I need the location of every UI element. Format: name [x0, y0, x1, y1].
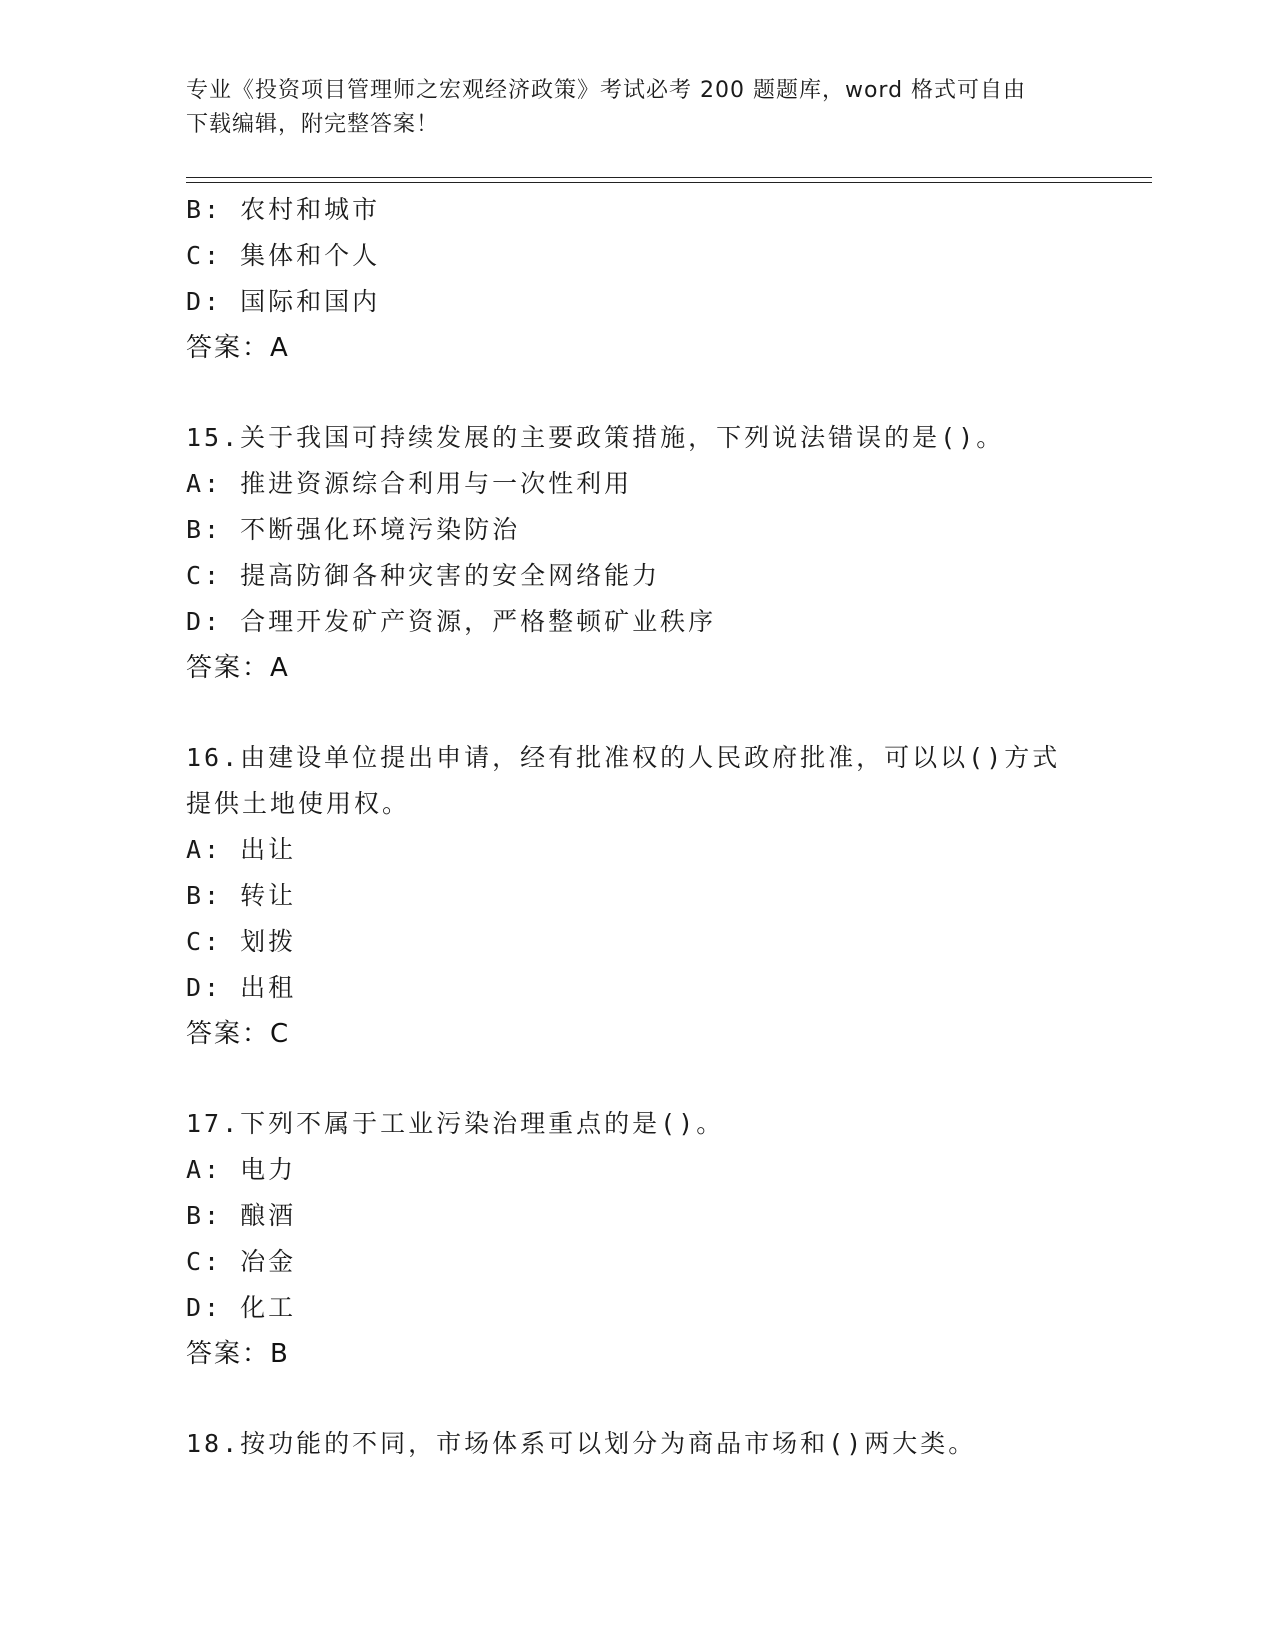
header-line-2: 下载编辑，附完整答案！ [186, 112, 440, 137]
question-18 [186, 1421, 1086, 1467]
option-b: B: 农村和城市 [186, 195, 381, 224]
question-stem: 15.关于我国可持续发展的主要政策措施，下列说法错误的是()。 [186, 423, 1005, 452]
option-a: A: 出让 [186, 835, 297, 864]
option-b: B: 酿酒 [186, 1201, 297, 1230]
answer: 答案：A [186, 653, 290, 683]
question-stem: 17.下列不属于工业污染治理重点的是()。 [186, 1109, 725, 1138]
option-c: C: 冶金 [186, 1247, 297, 1276]
option-c: C: 提高防御各种灾害的安全网络能力 [186, 561, 661, 590]
header-rule-bottom [186, 182, 1152, 183]
question-stem-line-2: 提供土地使用权。 [186, 789, 411, 818]
question-stem-line-1: 16.由建设单位提出申请，经有批准权的人民政府批准，可以以()方式 [186, 743, 1061, 772]
question-17 [186, 1101, 1086, 1377]
question-14-continued [186, 187, 1086, 371]
option-a: A: 推进资源综合利用与一次性利用 [186, 469, 633, 498]
document-header [186, 74, 1086, 142]
header-line-1: 专业《投资项目管理师之宏观经济政策》考试必考 200 题题库，word 格式可自由 [186, 78, 1027, 103]
option-b: B: 转让 [186, 881, 297, 910]
option-a: A: 电力 [186, 1155, 297, 1184]
answer: 答案：C [186, 1019, 291, 1049]
option-d: D: 化工 [186, 1293, 297, 1322]
question-16 [186, 735, 1086, 1057]
question-15 [186, 415, 1086, 691]
answer: 答案：B [186, 1339, 290, 1369]
option-c: C: 集体和个人 [186, 241, 381, 270]
option-d: D: 国际和国内 [186, 287, 381, 316]
document-body [186, 187, 1086, 1467]
question-stem: 18.按功能的不同，市场体系可以划分为商品市场和()两大类。 [186, 1429, 977, 1458]
option-b: B: 不断强化环境污染防治 [186, 515, 521, 544]
answer: 答案：A [186, 333, 290, 363]
option-d: D: 合理开发矿产资源，严格整顿矿业秩序 [186, 607, 717, 636]
option-c: C: 划拨 [186, 927, 297, 956]
option-d: D: 出租 [186, 973, 297, 1002]
header-rule-top [186, 177, 1152, 178]
